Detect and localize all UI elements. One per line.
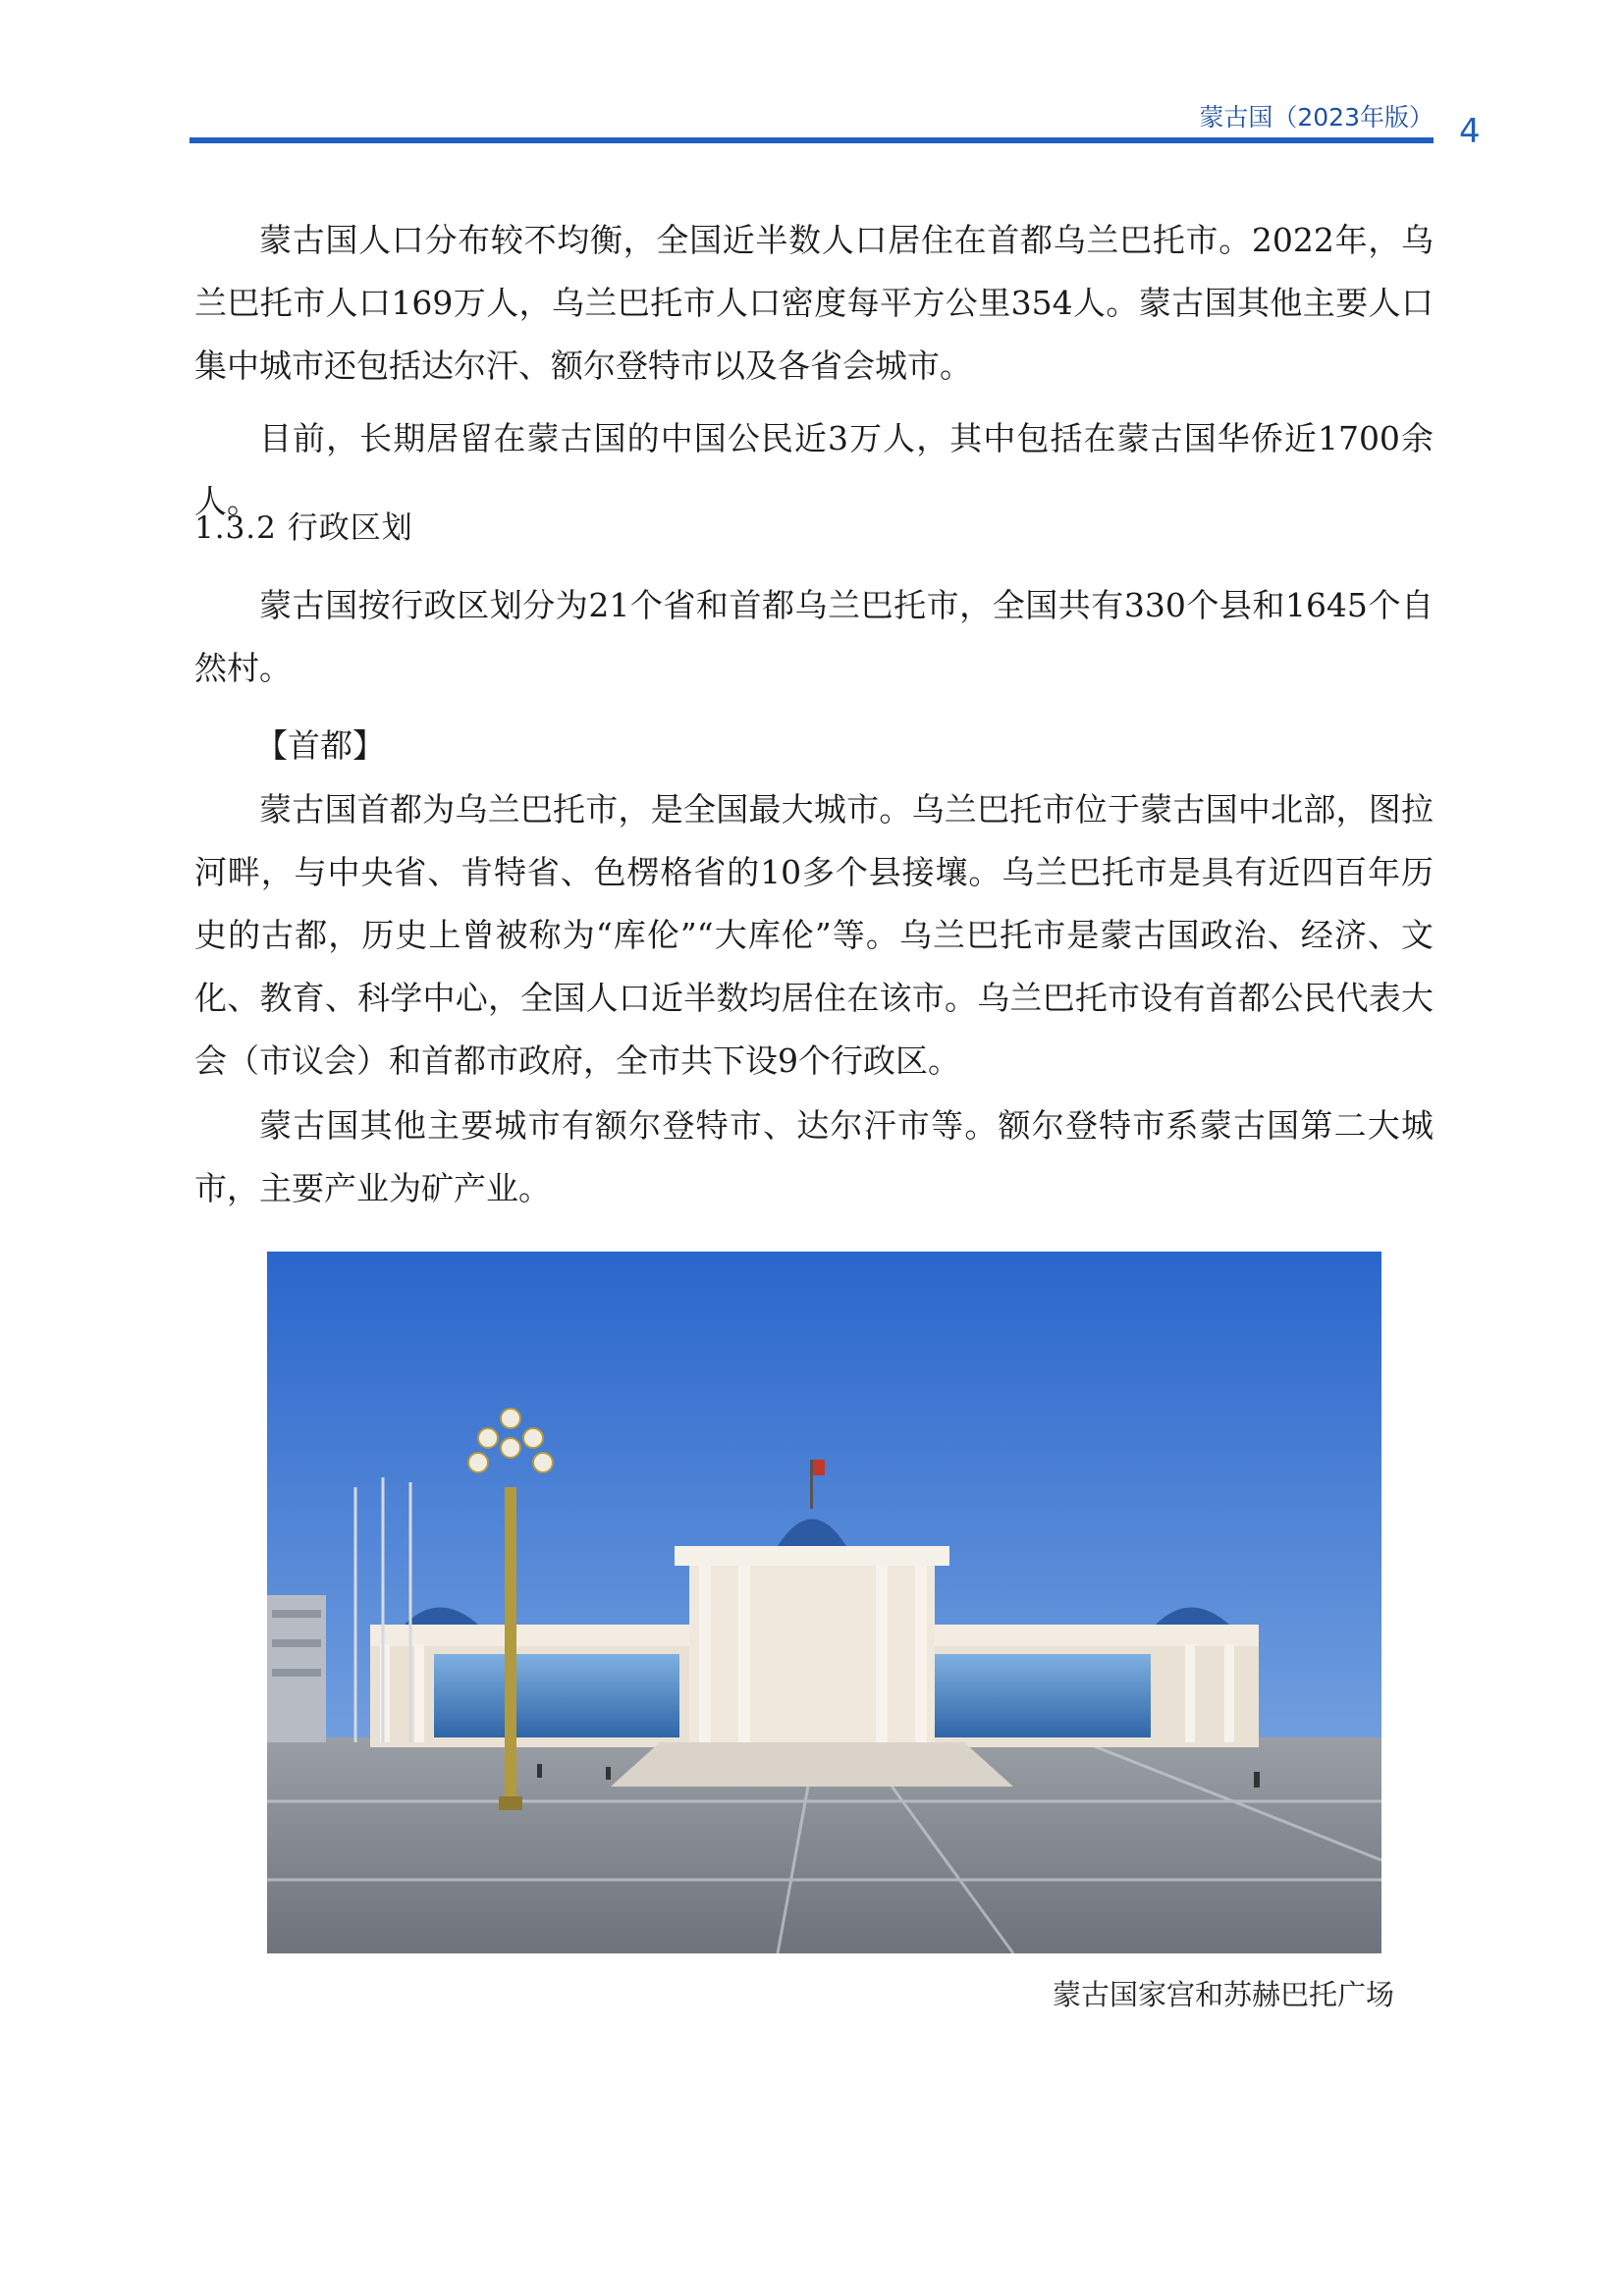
paragraph-admin-division: 蒙古国按行政区划分为21个省和首都乌兰巴托市，全国共有330个县和1645个自然村。 (194, 586, 1434, 687)
header-rule (189, 137, 1434, 143)
paragraph-chinese-citizens: 目前，长期居留在蒙古国的中国公民近3万人，其中包括在蒙古国华侨近1700余人。 (194, 419, 1434, 520)
figure-caption: 蒙古国家宫和苏赫巴托广场 (1052, 1978, 1394, 2011)
paragraph-capital: 蒙古国首都为乌兰巴托市，是全国最大城市。乌兰巴托市位于蒙古国中北部，图拉河畔，与中央省、肯特省、色楞格省的10多个县接壤。乌兰巴托市是具有近四百年历史的古都，历史上曾被称为“库伦”“大库伦”等。乌兰巴托市是蒙古国政治、经济、文化、教育、科学中心，全国人口近半数均居住在该市。乌兰巴托市设有首都公民代表大会（市议会）和首都市政府，全市共下设9个行政区。 (194, 790, 1434, 1080)
subheading-capital: 【首都】 (255, 726, 385, 765)
photo-government-palace (267, 1252, 1381, 1953)
header-title: 蒙古国（2023年版） (1199, 103, 1434, 132)
paragraph-population: 蒙古国人口分布较不均衡，全国近半数人口居住在首都乌兰巴托市。2022年，乌兰巴托市人口169万人，乌兰巴托市人口密度每平方公里354人。蒙古国其他主要人口集中城市还包括达尔汗、额尔登特市以及各省会城市。 (194, 221, 1434, 385)
page-number: 4 (1459, 112, 1481, 151)
section-heading: 1.3.2 行政区划 (194, 510, 413, 546)
paragraph-other-cities: 蒙古国其他主要城市有额尔登特市、达尔汗市等。额尔登特市系蒙古国第二大城市，主要产业为矿产业。 (194, 1106, 1434, 1207)
